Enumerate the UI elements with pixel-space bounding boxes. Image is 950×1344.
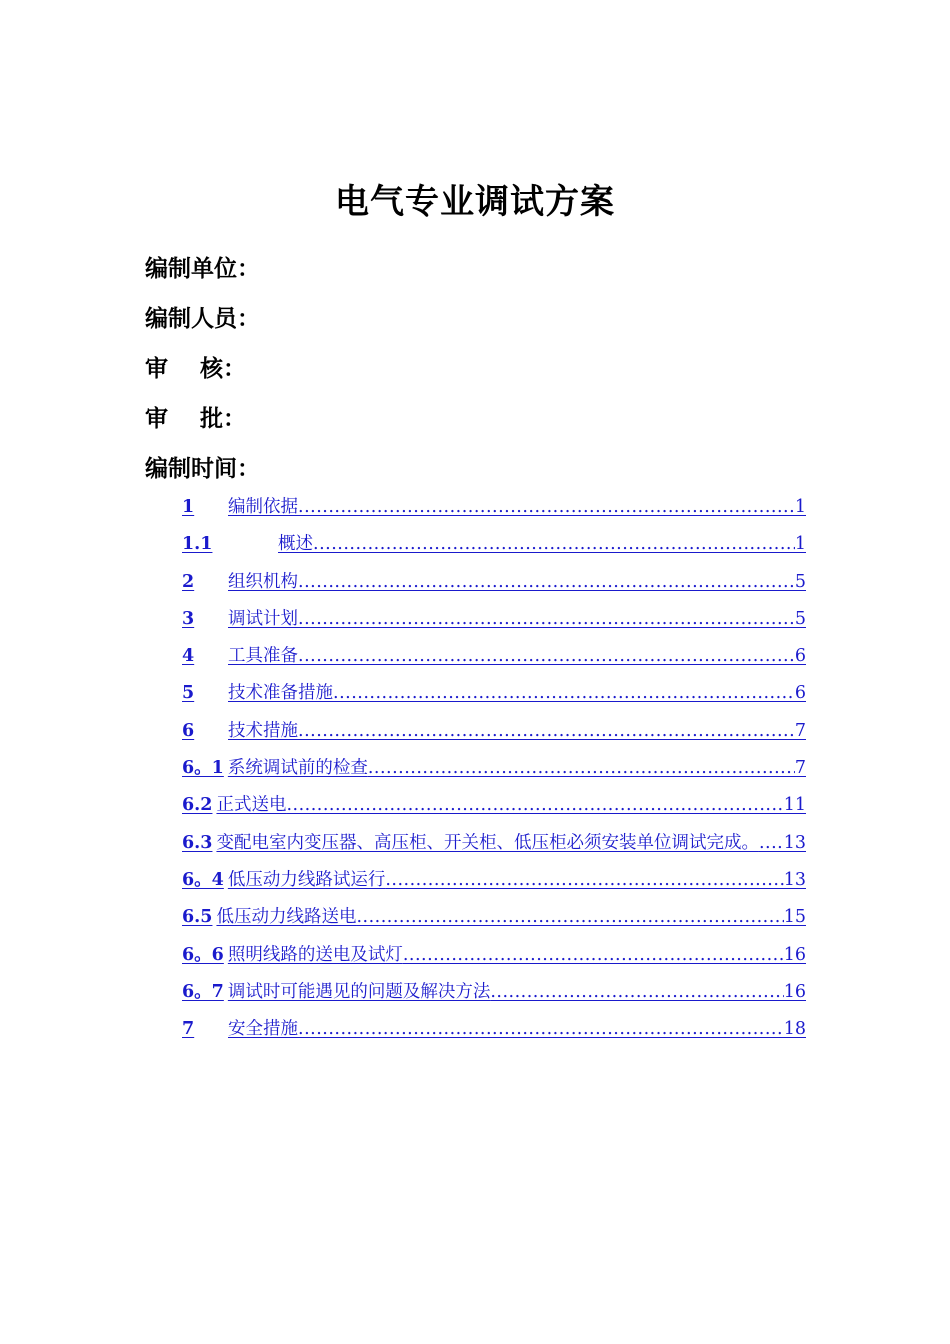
toc-item-label: 工具准备	[228, 646, 298, 667]
toc-leader-dots	[356, 903, 783, 931]
toc-item-6-6[interactable]	[182, 941, 806, 978]
meta-staff-label: 编制人员：	[145, 305, 260, 332]
toc-item-page: 18	[783, 1019, 806, 1040]
toc-item-label: 调试计划	[228, 608, 298, 629]
toc-item-label: 照明线路的送电及试灯	[227, 944, 403, 965]
toc-item-1[interactable]	[182, 493, 806, 530]
toc-item-number: 1.1	[182, 534, 213, 555]
toc-item-number: 6.2	[182, 795, 213, 816]
toc-item-label: 变配电室内变压器、高压柜、开关柜、低压柜必须安装单位调试完成。	[216, 832, 759, 853]
toc-item-6-2[interactable]	[182, 791, 806, 828]
toc-item-page: 13	[783, 869, 806, 890]
toc-item-number: 7	[182, 1019, 195, 1040]
toc-item-label: 低压动力线路试运行	[227, 869, 386, 890]
toc-item-number: 4	[182, 646, 195, 667]
toc-item-number: 6。1	[182, 758, 224, 779]
toc-item-2[interactable]	[182, 568, 806, 605]
page-title: 电气专业调试方案	[335, 182, 615, 222]
meta-unit-label: 编制单位：	[145, 255, 260, 282]
toc-item-page: 16	[783, 981, 806, 1002]
toc-item-number: 5	[182, 683, 195, 704]
toc-item-number: 6.3	[182, 832, 213, 853]
toc-item-page: 1	[794, 497, 806, 517]
toc-item-label: 技术准备措施	[228, 683, 333, 704]
toc-leader-dots	[403, 941, 784, 969]
toc-item-label: 系统调试前的检查	[227, 758, 368, 779]
toc-leader-dots	[298, 717, 795, 745]
toc-item-page: 13	[783, 832, 806, 853]
toc-item-label: 概述	[278, 534, 313, 555]
toc-item-6-3[interactable]	[182, 829, 806, 866]
toc-item-number: 6。4	[182, 869, 224, 890]
toc-item-number: 2	[182, 571, 195, 592]
toc-leader-dots	[298, 605, 795, 633]
toc-item-6-7[interactable]	[182, 978, 806, 1015]
toc-item-page: 16	[783, 944, 806, 965]
toc-item-6-5[interactable]	[182, 903, 806, 940]
toc-item-3[interactable]	[182, 605, 806, 642]
toc-leader-dots	[490, 978, 783, 1006]
toc-leader-dots	[286, 791, 783, 819]
toc-item-6[interactable]	[182, 717, 806, 754]
toc-item-label: 组织机构	[228, 571, 298, 592]
toc-item-1-1[interactable]	[182, 530, 806, 567]
toc-leader-dots	[333, 679, 795, 707]
toc-item-label: 技术措施	[228, 720, 298, 741]
toc-item-page: 7	[794, 720, 806, 741]
toc-item-number: 1	[182, 497, 195, 517]
table-of-contents	[182, 493, 806, 1052]
toc-item-label: 调试时可能遇见的问题及解决方法	[227, 981, 491, 1002]
toc-item-number: 6.5	[182, 907, 213, 928]
toc-item-label: 安全措施	[228, 1019, 298, 1040]
toc-item-page: 5	[794, 608, 806, 629]
meta-block	[145, 253, 260, 503]
toc-item-page: 7	[794, 758, 806, 779]
toc-item-4[interactable]	[182, 642, 806, 679]
meta-approve-label: 审 批：	[145, 405, 247, 432]
toc-item-label: 编制依据	[228, 497, 298, 517]
meta-date-label: 编制时间：	[145, 455, 260, 482]
toc-leader-dots	[298, 642, 795, 670]
toc-item-label: 正式送电	[216, 795, 287, 816]
toc-leader-dots	[385, 866, 783, 894]
toc-leader-dots	[298, 493, 795, 521]
toc-item-5[interactable]	[182, 679, 806, 716]
toc-item-page: 6	[794, 683, 806, 704]
toc-item-page: 6	[794, 646, 806, 667]
toc-item-6-1[interactable]	[182, 754, 806, 791]
toc-item-label: 低压动力线路送电	[216, 907, 357, 928]
meta-review-label: 审 核：	[145, 355, 247, 382]
toc-leader-dots	[298, 568, 795, 596]
toc-item-page: 5	[794, 571, 806, 592]
toc-item-page: 1	[794, 534, 806, 555]
toc-item-page: 15	[783, 907, 806, 928]
toc-item-number: 6。7	[182, 981, 224, 1002]
toc-item-6-4[interactable]	[182, 866, 806, 903]
toc-leader-dots	[313, 530, 795, 558]
toc-leader-dots	[298, 1015, 784, 1043]
toc-item-number: 6	[182, 720, 195, 741]
toc-leader-dots	[759, 829, 784, 857]
toc-item-page: 11	[783, 795, 806, 816]
toc-leader-dots	[368, 754, 795, 782]
toc-item-7[interactable]	[182, 1015, 806, 1052]
toc-item-number: 6。6	[182, 944, 224, 965]
toc-item-number: 3	[182, 608, 195, 629]
